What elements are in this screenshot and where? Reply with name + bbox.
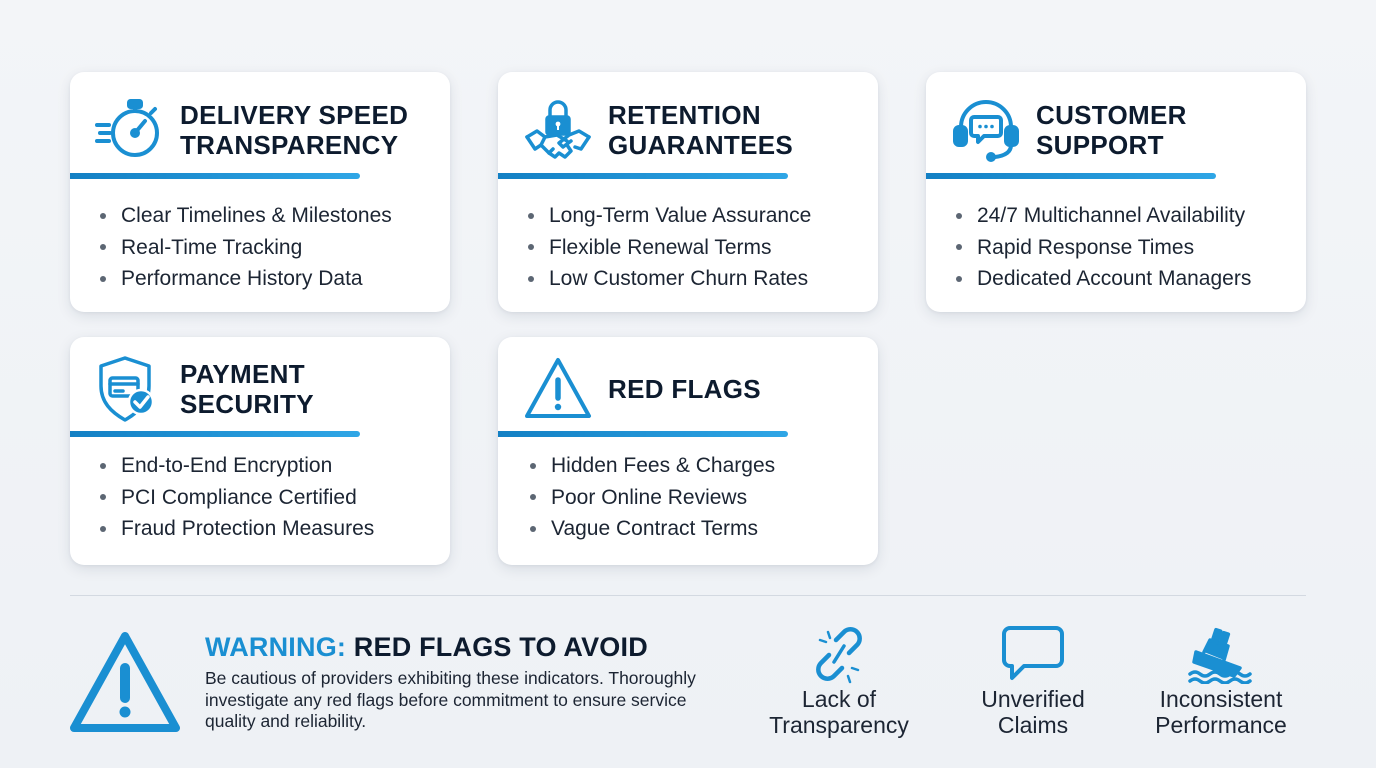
card-list [100, 200, 392, 295]
card-payment-security [70, 337, 450, 565]
flag-label: Inconsistent Performance [1155, 686, 1287, 738]
shield-card-check-icon [94, 353, 166, 425]
bullet [528, 213, 534, 219]
list-item [530, 513, 775, 545]
card-customer-support [926, 72, 1306, 312]
card-title: RETENTION GUARANTEES [608, 100, 794, 160]
list-item-text: Poor Online Reviews [551, 485, 748, 509]
list-item [100, 200, 392, 232]
list-item [956, 263, 1251, 295]
list-item-text: PCI Compliance Certified [121, 485, 357, 509]
flag-lack-of-transparency [744, 624, 934, 738]
bullet [956, 213, 962, 219]
card-list [100, 450, 374, 545]
bullet [956, 276, 962, 282]
card-red-flags [498, 337, 878, 565]
list-item [100, 450, 374, 482]
list-item [528, 263, 811, 295]
warning-text: Be cautious of providers exhibiting these indicators. Thoroughly investigate any red flags before commitment to ensure service quality and reliability. [205, 668, 696, 731]
warning-triangle-icon [68, 630, 182, 734]
list-item-text: Low Customer Churn Rates [549, 267, 809, 290]
list-item-text: Rapid Response Times [977, 235, 1195, 259]
card-list [528, 200, 811, 295]
card-title: CUSTOMER SUPPORT [1036, 100, 1187, 160]
card-header [522, 90, 862, 170]
bullet [528, 244, 534, 250]
card-divider [70, 431, 360, 437]
flag-inconsistent-performance [1126, 624, 1316, 738]
flag-unverified-claims [938, 624, 1128, 738]
card-divider [498, 173, 788, 179]
list-item [528, 232, 811, 264]
bullet [100, 526, 106, 532]
card-header [950, 90, 1290, 170]
warning-title [205, 632, 648, 663]
section-divider [70, 595, 1306, 596]
sinking-ship-icon [1188, 624, 1254, 684]
card-header [94, 90, 434, 170]
list-item [530, 482, 775, 514]
bullet [100, 276, 106, 282]
card-retention-guarantees [498, 72, 878, 312]
flag-label: Unverified Claims [981, 686, 1085, 738]
bullet [956, 244, 962, 250]
speech-bubble-icon [1000, 624, 1066, 684]
bullet [100, 494, 106, 500]
bullet [530, 463, 536, 469]
bullet [528, 276, 534, 282]
card-delivery-speed [70, 72, 450, 312]
warning-title-rest: RED FLAGS TO AVOID [353, 632, 648, 662]
bullet [530, 494, 536, 500]
headset-chat-icon [950, 94, 1022, 166]
card-header [522, 349, 862, 429]
flag-label: Lack of Transparency [769, 686, 909, 738]
list-item-text: Performance History Data [121, 267, 363, 290]
broken-link-icon [806, 624, 872, 684]
stopwatch-speed-icon [94, 94, 166, 166]
list-item [100, 232, 392, 264]
card-divider [498, 431, 788, 437]
bullet [100, 213, 106, 219]
list-item-text: Hidden Fees & Charges [551, 454, 776, 477]
list-item-text: Real-Time Tracking [121, 235, 303, 259]
list-item-text: Long-Term Value Assurance [549, 204, 812, 227]
list-item [100, 263, 392, 295]
bullet [100, 244, 106, 250]
list-item-text: Vague Contract Terms [551, 517, 758, 540]
list-item [530, 450, 775, 482]
list-item [100, 513, 374, 545]
list-item-text: Fraud Protection Measures [121, 517, 375, 540]
list-item-text: End-to-End Encryption [121, 454, 333, 477]
bullet [530, 526, 536, 532]
card-list [530, 450, 775, 545]
list-item [528, 200, 811, 232]
list-item-text: Dedicated Account Managers [977, 267, 1252, 290]
list-item [956, 200, 1251, 232]
warning-triangle-icon [522, 353, 594, 425]
card-title: PAYMENT SECURITY [180, 359, 314, 419]
list-item-text: Clear Timelines & Milestones [121, 204, 392, 227]
card-header [94, 349, 434, 429]
list-item-text: Flexible Renewal Terms [549, 235, 772, 259]
card-title: DELIVERY SPEED TRANSPARENCY [180, 100, 409, 160]
lock-handshake-icon [522, 94, 594, 166]
card-divider [926, 173, 1216, 179]
card-divider [70, 173, 360, 179]
list-item [100, 482, 374, 514]
list-item [956, 232, 1251, 264]
card-list [956, 200, 1251, 295]
card-title: RED FLAGS [608, 374, 761, 404]
list-item-text: 24/7 Multichannel Availability [977, 204, 1246, 227]
bullet [100, 463, 106, 469]
warning-title-prefix: WARNING: [205, 632, 347, 662]
